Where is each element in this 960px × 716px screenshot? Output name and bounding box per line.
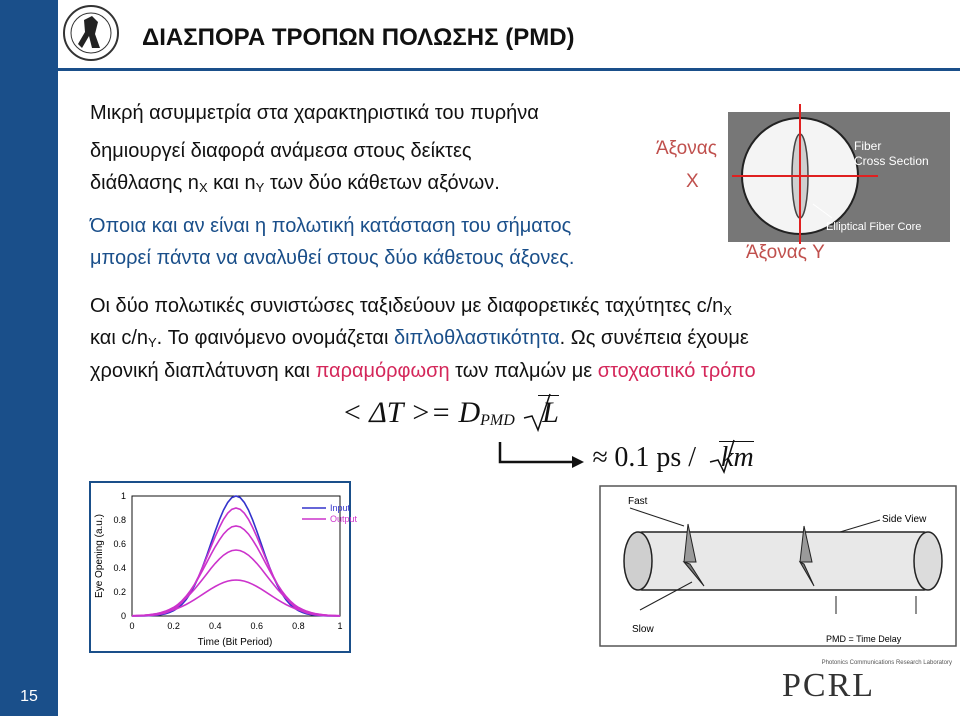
x-tick-label: 0.6: [250, 621, 264, 631]
page-number: 15: [20, 688, 38, 705]
y-tick-label: 0.2: [113, 587, 126, 597]
fiber-side-view: [600, 486, 956, 646]
cross-section-label: Cross Section: [854, 154, 929, 168]
side-view-label: Side View: [882, 514, 927, 525]
para2-line2: μπορεί πάντα να αναλυθεί στους δύο κάθετους άξονες.: [90, 247, 575, 269]
x-tick-label: 0.8: [292, 621, 305, 631]
slow-label: Slow: [632, 624, 654, 635]
chart-xlabel: Time (Bit Period): [197, 637, 273, 648]
para3-line3: χρονική διαπλάτυνση και παραμόρφωση των παλμών με στοχαστικό τρόπο: [90, 360, 756, 382]
pcrl-logo: [782, 660, 952, 712]
pmd-equation: < $\Delta T >= D_{PMD}$ L: [342, 396, 559, 429]
eye-opening-chart: [90, 482, 358, 652]
para3-line2: και $c/n_Y$. Το φαινόμενο ονομάζεται διπλοθλαστικότητα. Ως συνέπεια έχουμε: [90, 327, 749, 350]
fiber-label: Fiber: [854, 139, 882, 153]
university-logo: [62, 4, 120, 62]
legend-input-label: Input: [330, 503, 351, 513]
core-label: Elliptical Fiber Core: [826, 221, 922, 233]
y-tick-label: 0.6: [113, 539, 126, 549]
pmd-delay-label: PMD = Time Delay: [826, 634, 902, 644]
sqrt-symbol-2: [708, 436, 738, 476]
x-tick-label: 0.4: [208, 621, 222, 631]
axis-x-label-2: X: [686, 171, 699, 192]
x-tick-label: 0: [129, 621, 135, 631]
chart-ylabel: Eye Opening (a.u.): [94, 514, 105, 598]
y-tick-label: 0: [120, 611, 126, 621]
slide-title: ΔΙΑΣΠΟΡΑ ΤΡΟΠΩΝ ΠΟΛΩΣΗΣ (PMD): [142, 24, 575, 51]
pcrl-caption: Photonics Communications Research Laboratory: [821, 660, 952, 666]
x-tick-label: 0.2: [167, 621, 180, 631]
para1-line2: δημιουργεί διαφορά ανάμεσα στους δείκτες: [90, 140, 472, 162]
x-tick-label: 1: [337, 621, 343, 631]
title-divider: [58, 68, 960, 71]
legend-output-label: Output: [330, 514, 358, 524]
y-tick-label: 1: [120, 491, 126, 501]
y-tick-label: 0.8: [113, 515, 126, 525]
para1-line3: διάθλασης $n_X$ και $n_Y$ των δύο κάθετων αξόνων.: [90, 172, 500, 195]
para1-line1: Μικρή ασυμμετρία στα χαρακτηριστικά του πυρήνα: [90, 102, 539, 124]
fiber-cross-section: [728, 104, 950, 244]
approx-value: ≈ 0.1 ps / km: [592, 442, 754, 473]
axis-x-label-1: Άξονας: [656, 138, 717, 159]
axis-y-label: Άξονας Y: [746, 242, 825, 263]
left-sidebar: [0, 0, 58, 716]
pcrl-text: PCRL: [782, 667, 876, 704]
arrow-line: [490, 440, 590, 470]
para3-line1: Οι δύο πολωτικές συνιστώσες ταξιδεύουν με διαφορετικές ταχύτητες $c/n_X$: [90, 295, 732, 318]
sqrt-symbol: [522, 392, 552, 432]
y-tick-label: 0.4: [113, 563, 126, 573]
fast-label: Fast: [628, 496, 648, 507]
para2-line1: Όποια και αν είναι η πολωτική κατάσταση του σήματος: [90, 215, 572, 237]
